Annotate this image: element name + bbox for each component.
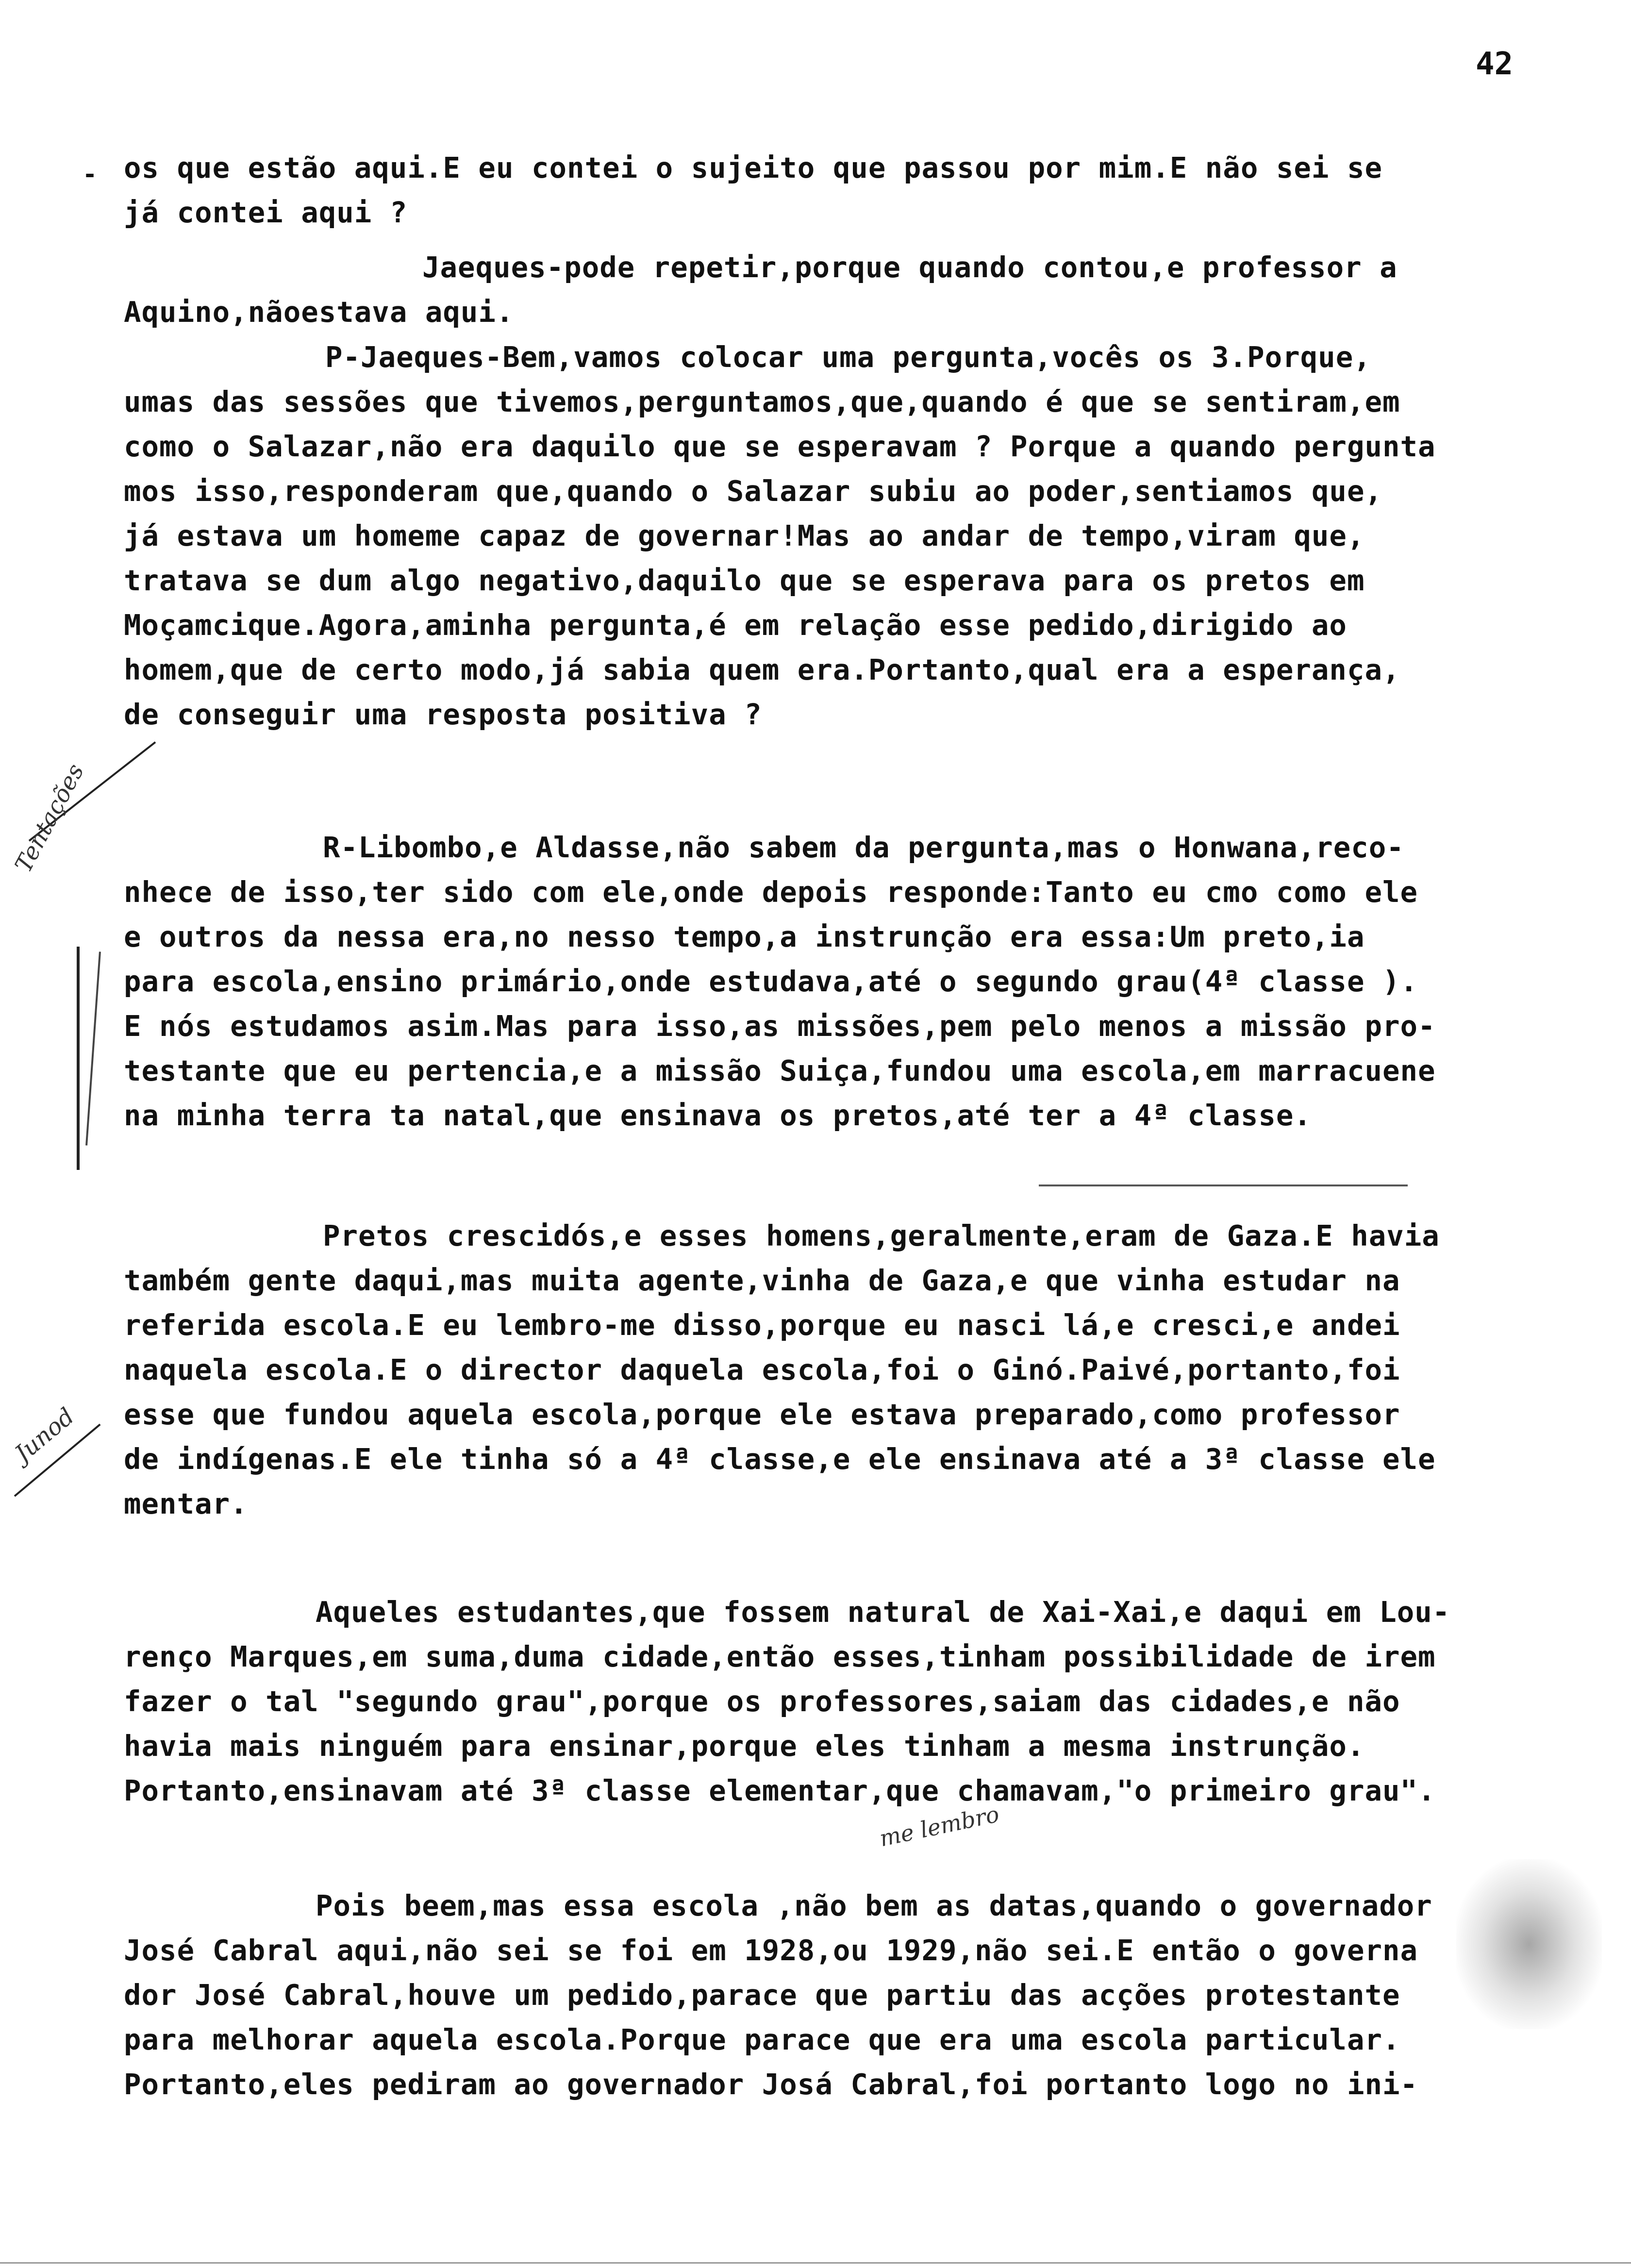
text-line: dor José Cabral,houve um pedido,parace que partiu das acções protestante — [124, 1978, 1400, 2012]
ink-smudge — [1456, 1859, 1602, 2029]
text-line: P-Jaeques-Bem,vamos colocar uma pergunta,vocês os 3.Porque, — [325, 340, 1371, 374]
text-line: como o Salazar,não era daquilo que se esperavam ? Porque a quando pergunta — [124, 430, 1436, 463]
text-line: já estava um homeme capaz de governar!Mas ao andar de tempo,viram que, — [124, 519, 1365, 552]
text-line: e outros da nessa era,no nesso tempo,a instrunção era essa:Um preto,ia — [124, 920, 1365, 953]
page-bottom-edge — [0, 2262, 1631, 2264]
text-line: Aqueles estudantes,que fossem natural de Xai-Xai,e daqui em Lou- — [316, 1595, 1450, 1629]
handwritten-correction: me lembro — [877, 1801, 1002, 1852]
text-line: naquela escola.E o director daquela escola,foi o Ginó.Paivé,portanto,foi — [124, 1353, 1400, 1386]
text-line: Moçamcique.Agora,aminha pergunta,é em relação esse pedido,dirigido ao — [124, 608, 1347, 642]
paragraph-2 — [124, 245, 1541, 334]
text-line: os que estão aqui.E eu contei o sujeito que passou por mim.E não sei se — [124, 151, 1382, 184]
text-line: para escola,ensino primário,onde estudava,até o segundo grau(4ª classe ). — [124, 965, 1418, 998]
text-line: Jaeques-pode repetir,porque quando contou,e professor a — [422, 250, 1398, 284]
pen-underline — [1039, 1184, 1408, 1186]
text-line: renço Marques,em suma,duma cidade,então esses,tinham possibilidade de irem — [124, 1640, 1436, 1673]
text-line: R-Libombo,e Aldasse,não sabem da pergunta,mas o Honwana,reco- — [323, 831, 1404, 864]
handwritten-note: Tentações — [10, 759, 90, 877]
paragraph-7 — [124, 1884, 1541, 2107]
text-line: mos isso,responderam que,quando o Salazar subiu ao poder,sentiamos que, — [124, 474, 1382, 508]
paragraph-1 — [124, 146, 1541, 235]
text-line: José Cabral aqui,não sei se foi em 1928,ou 1929,não sei.E então o governa — [124, 1934, 1418, 1967]
text-line: na minha terra ta natal,que ensinava os pretos,até ter a 4ª classe. — [124, 1099, 1312, 1132]
text-line: para melhorar aquela escola.Porque parace que era uma escola particular. — [124, 2023, 1400, 2056]
text-line: testante que eu pertencia,e a missão Suiça,fundou uma escola,em marracuene — [124, 1054, 1436, 1087]
text-line: tratava se dum algo negativo,daquilo que se esperava para os pretos em — [124, 564, 1365, 597]
text-line: Pois beem,mas essa escola ,não bem as datas,quando o governador — [316, 1889, 1432, 1922]
margin-bracket-line — [85, 951, 101, 1145]
paragraph-3 — [124, 335, 1541, 737]
text-line: homem,que de certo modo,já sabia quem era.Portanto,qual era a esperança, — [124, 653, 1400, 686]
text-line: Portanto,eles pediram ao governador Josá Cabral,foi portanto logo no ini- — [124, 2068, 1418, 2101]
margin-bracket-line — [77, 947, 80, 1170]
handwritten-note: Junod — [10, 1402, 80, 1468]
text-line: também gente daqui,mas muita agente,vinha de Gaza,e que vinha estudar na — [124, 1264, 1400, 1297]
text-line: de conseguir uma resposta positiva ? — [124, 698, 762, 731]
text-line: mentar. — [124, 1487, 248, 1520]
text-line: de indígenas.E ele tinha só a 4ª classe,e ele ensinava até a 3ª classe ele — [124, 1442, 1436, 1476]
text-line: já contei aqui ? — [124, 196, 408, 229]
paragraph-5 — [124, 1214, 1541, 1526]
text-line: esse que fundou aquela escola,porque ele estava preparado,como professor — [124, 1398, 1400, 1431]
text-line: Pretos crescidós,e esses homens,geralmente,eram de Gaza.E havia — [323, 1219, 1440, 1252]
text-line: nhece de isso,ter sido com ele,onde depois responde:Tanto eu cmo como ele — [124, 875, 1418, 909]
text-line: fazer o tal "segundo grau",porque os professores,saiam das cidades,e não — [124, 1684, 1400, 1718]
paragraph-6 — [124, 1590, 1541, 1813]
margin-dash: - — [83, 160, 98, 188]
text-line: havia mais ninguém para ensinar,porque eles tinham a mesma instrunção. — [124, 1729, 1365, 1763]
text-line: E nós estudamos asim.Mas para isso,as missões,pem pelo menos a missão pro- — [124, 1009, 1436, 1043]
text-line: referida escola.E eu lembro-me disso,porque eu nasci lá,e cresci,e andei — [124, 1308, 1400, 1342]
page-number: 42 — [1476, 46, 1514, 82]
text-line: Portanto,ensinavam até 3ª classe elementar,que chamavam,"o primeiro grau". — [124, 1774, 1436, 1807]
text-line: Aquino,nãoestava aqui. — [124, 295, 514, 329]
paragraph-4 — [124, 825, 1541, 1138]
text-line: umas das sessões que tivemos,perguntamos,que,quando é que se sentiram,em — [124, 385, 1400, 418]
